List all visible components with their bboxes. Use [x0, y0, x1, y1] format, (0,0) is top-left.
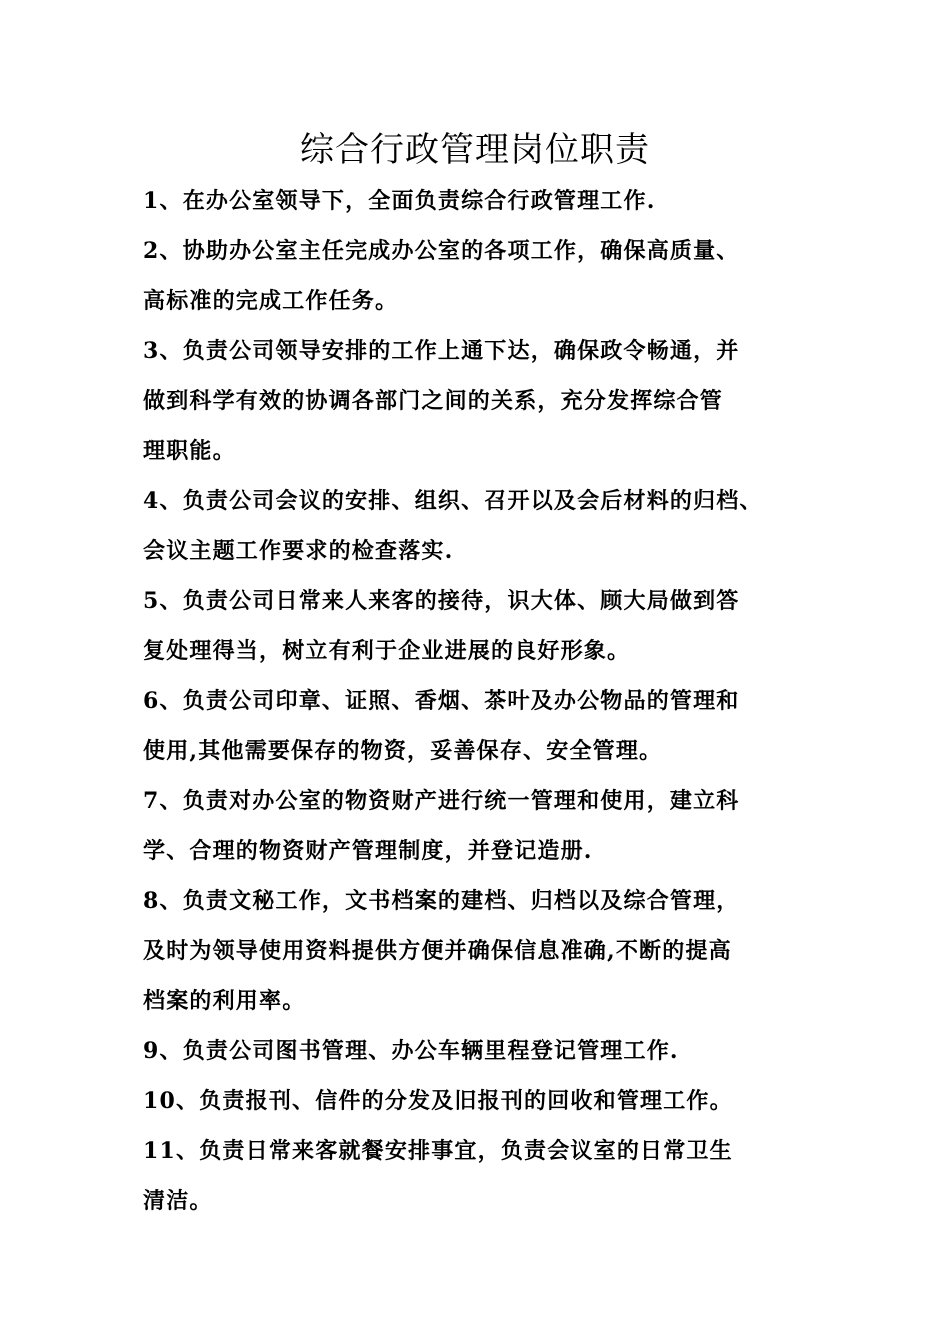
duty-item-2: [143, 226, 833, 326]
duty-item-6: [143, 676, 833, 776]
duty-item-5: [143, 576, 833, 676]
duty-item-1: [143, 176, 833, 226]
duty-line: 复处理得当，树立有利于企业进展的良好形象。: [143, 638, 631, 664]
duty-item-4: [143, 476, 833, 576]
duty-line: 4、负责公司会议的安排、组织、召开以及会后材料的归档、: [143, 488, 763, 514]
duty-line: 高标准的完成工作任务。: [143, 288, 399, 314]
duty-line: 1、在办公室领导下，全面负责综合行政管理工作.: [143, 188, 656, 214]
duty-line: 做到科学有效的协调各部门之间的关系，充分发挥综合管: [143, 388, 724, 414]
duty-line: 3、负责公司领导安排的工作上通下达，确保政令畅通，并: [143, 338, 740, 364]
duty-line: 5、负责公司日常来人来客的接待，识大体、顾大局做到答: [143, 588, 740, 614]
document-body: [143, 176, 833, 1226]
duty-line: 清洁。: [143, 1188, 213, 1214]
duty-line: 会议主题工作要求的检查落实.: [143, 538, 454, 564]
duty-line: 2、协助办公室主任完成办公室的各项工作，确保高质量、: [143, 238, 740, 264]
duty-line: 学、合理的物资财产管理制度，并登记造册.: [143, 838, 593, 864]
duty-line: 档案的利用率。: [143, 988, 306, 1014]
duty-line: 9、负责公司图书管理、办公车辆里程登记管理工作.: [143, 1038, 679, 1064]
duty-line: 理职能。: [143, 438, 236, 464]
duty-line: 7、负责对办公室的物资财产进行统一管理和使用，建立科: [143, 788, 740, 814]
duty-line: 6、负责公司印章、证照、香烟、茶叶及办公物品的管理和: [143, 688, 740, 714]
duty-item-11: [143, 1126, 833, 1226]
duty-item-3: [143, 326, 833, 476]
duty-item-9: [143, 1026, 833, 1076]
duty-line: 8、负责文秘工作，文书档案的建档、归档以及综合管理，: [143, 888, 740, 914]
duty-line: 10、负责报刊、信件的分发及旧报刊的回收和管理工作。: [143, 1088, 733, 1114]
duty-item-10: [143, 1076, 833, 1126]
duty-item-7: [143, 776, 833, 876]
duty-line: 及时为领导使用资料提供方便并确保信息准确,不断的提高: [143, 938, 732, 964]
duty-line: 使用,其他需要保存的物资，妥善保存、安全管理。: [143, 738, 663, 764]
duty-item-8: [143, 876, 833, 1026]
duty-line: 11、负责日常来客就餐安排事宜，负责会议室的日常卫生: [143, 1138, 733, 1164]
document-title: 综合行政管理岗位职责: [300, 130, 650, 170]
